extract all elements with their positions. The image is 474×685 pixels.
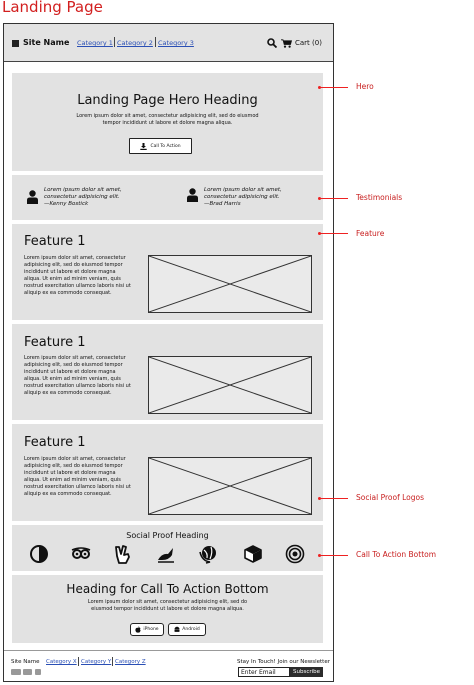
annotation-dot — [318, 197, 321, 200]
apple-icon — [135, 626, 141, 633]
footer-separator — [112, 657, 113, 666]
user-icon — [187, 188, 198, 202]
footer-link-category-y[interactable]: Category Y — [81, 659, 112, 665]
annotation-connector — [320, 555, 348, 556]
annotation-feature: Feature — [356, 229, 385, 238]
newsletter-label: Stay In Touch! Join our Newsletter — [237, 659, 330, 665]
nav-link-category-1[interactable]: Category 1 — [77, 39, 113, 47]
footer-link-category-z[interactable]: Category Z — [115, 659, 146, 665]
target-logo-icon — [285, 544, 305, 564]
image-placeholder — [148, 457, 312, 515]
hero-body: Lorem ipsum dolor sit amet, consectetur adipisicing elit, sed do eiusmod tempor incididunt ut labore et dolore magna aliqua. — [76, 113, 259, 126]
annotation-hero: Hero — [356, 82, 374, 91]
cta-bottom-heading: Heading for Call To Action Bottom — [66, 582, 269, 596]
testimonial-author: —Kenny Bostick — [44, 201, 89, 207]
feature-heading: Feature 1 — [24, 234, 86, 249]
feature-body: Lorem ipsum dolor sit amet, consectetur adipisicing elit, sed do eiusmod tempor incididunt ut labore et dolore magna aliqua. Ut enim ad minim veniam, quis nostrud exercitation ullamco laboris nisi ut aliquip ex ea commodo consequat. — [24, 456, 131, 497]
annotation-dot — [318, 86, 321, 89]
feature-body: Lorem ipsum dolor sit amet, consectetur adipisicing elit, sed do eiusmod tempor incididunt ut labore et dolore magna aliqua. Ut enim ad minim veniam, quis nostrud exercitation ullamco laboris nisi ut aliquip ex ea commodo consequat. — [24, 255, 131, 296]
annotation-social-proof-logos: Social Proof Logos — [356, 493, 425, 502]
site-name[interactable]: Site Name — [23, 38, 70, 47]
nav-separator — [114, 37, 115, 47]
hero-heading: Landing Page Hero Heading — [77, 93, 258, 108]
hero-cta-button[interactable] — [129, 138, 192, 154]
annotation-connector — [320, 498, 348, 499]
android-icon — [174, 626, 180, 633]
testimonial-quote-2 — [204, 187, 299, 208]
nav-link-category-2[interactable]: Category 2 — [117, 39, 153, 47]
social-proof-heading: Social Proof Heading — [126, 531, 209, 540]
nav-link-category-3[interactable]: Category 3 — [158, 39, 194, 47]
contrast-logo-icon — [29, 544, 49, 564]
feature-body: Lorem ipsum dolor sit amet, consectetur adipisicing elit, sed do eiusmod tempor incididunt ut labore et dolore magna aliqua. Ut enim ad minim veniam, quis nostrud exercitation ullamco laboris nisi ut aliquip ex ea commodo consequat. — [24, 355, 131, 396]
search-icon[interactable] — [267, 38, 277, 48]
social-badge[interactable] — [23, 669, 32, 675]
cart-label[interactable]: Cart (0) — [295, 39, 322, 47]
cta-bottom-body: Lorem ipsum dolor sit amet, consectetur adipisicing elit, sed do eiusmod tempor incididunt ut labore et dolore magna aliqua. — [87, 599, 248, 612]
bird-logo-icon — [156, 544, 176, 564]
hero-cta-label: Call To Action — [150, 143, 181, 149]
cube-logo-icon — [243, 544, 263, 564]
testimonial-text: Lorem ipsum dolor sit amet, consectetur adipisicing elit. — [204, 187, 282, 200]
image-placeholder — [148, 255, 312, 313]
hand-logo-icon — [113, 544, 133, 564]
testimonial-quote-1 — [44, 187, 139, 208]
iphone-button[interactable] — [130, 623, 164, 636]
nav-separator — [155, 37, 156, 47]
android-button[interactable] — [168, 623, 206, 636]
email-field[interactable]: Enter Email — [238, 667, 290, 677]
testimonial-text: Lorem ipsum dolor sit amet, consectetur adipisicing elit. — [44, 187, 122, 200]
social-badge[interactable] — [35, 669, 41, 675]
iphone-label: iPhone — [143, 627, 159, 632]
image-placeholder — [148, 356, 312, 414]
annotation-connector — [320, 87, 348, 88]
android-label: Android — [182, 627, 200, 632]
annotation-dot — [318, 497, 321, 500]
feature-heading: Feature 1 — [24, 435, 86, 450]
annotation-dot — [318, 554, 321, 557]
globe-logo-icon — [198, 544, 218, 564]
page-title: Landing Page — [2, 0, 103, 16]
owl-logo-icon — [71, 544, 91, 564]
annotation-call-to-action-bottom: Call To Action Bottom — [356, 550, 437, 559]
annotation-connector — [320, 233, 348, 234]
social-badge[interactable] — [11, 669, 21, 675]
feature-heading: Feature 1 — [24, 335, 86, 350]
download-icon — [140, 143, 147, 150]
annotation-connector — [320, 198, 348, 199]
cart-icon[interactable] — [281, 39, 292, 48]
footer-site-name[interactable]: Site Name — [11, 659, 40, 665]
user-icon — [27, 190, 38, 204]
footer-divider — [4, 650, 333, 651]
footer-link-category-x[interactable]: Category X — [46, 659, 77, 665]
annotation-dot — [318, 232, 321, 235]
site-logo[interactable] — [12, 40, 19, 47]
subscribe-button[interactable]: Subscribe — [290, 667, 323, 677]
testimonial-author: —Brad Harris — [204, 201, 241, 207]
footer-separator — [78, 657, 79, 666]
annotation-testimonials: Testimonials — [356, 193, 403, 202]
